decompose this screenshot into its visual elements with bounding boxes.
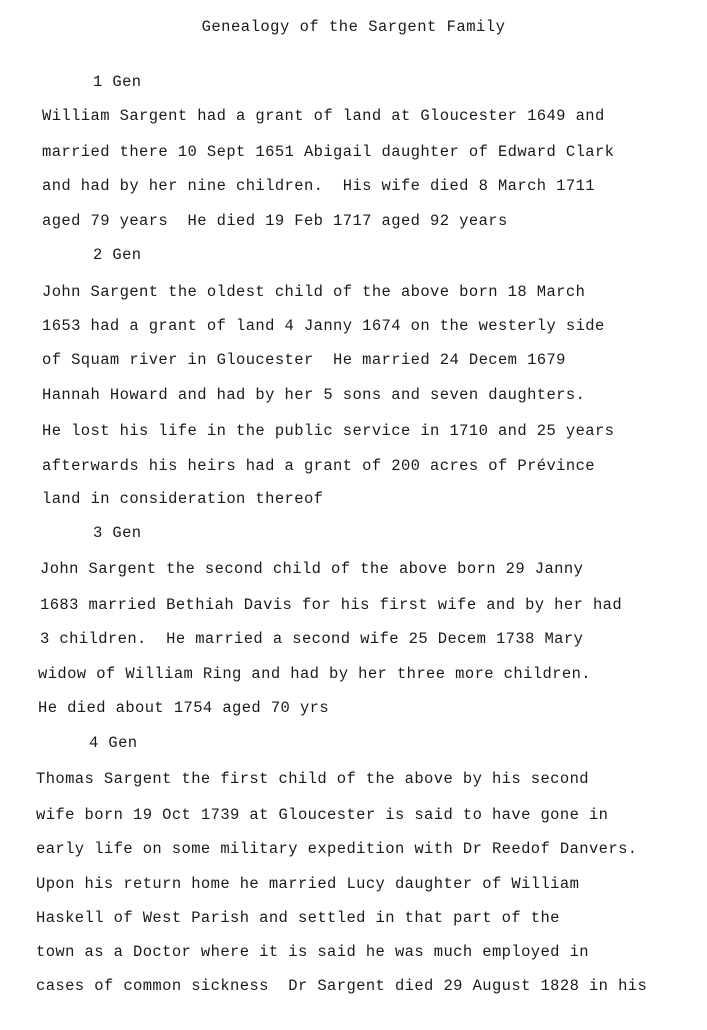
text-line: married there 10 Sept 1651 Abigail daughter of Edward Clark <box>42 143 615 161</box>
text-line: land in consideration thereof <box>42 490 324 508</box>
generation-heading: 4 Gen <box>89 734 138 752</box>
generation-heading: 2 Gen <box>93 246 142 264</box>
text-line: 1683 married Bethiah Davis for his first wife and by her had <box>40 596 623 614</box>
text-line: Hannah Howard and had by her 5 sons and seven daughters. <box>42 386 586 404</box>
text-line: John Sargent the oldest child of the above born 18 March <box>42 283 586 301</box>
generation-heading: 3 Gen <box>93 524 142 542</box>
text-line: of Squam river in Gloucester He married 24 Decem 1679 <box>42 351 566 369</box>
text-line: Thomas Sargent the first child of the above by his second <box>36 770 589 788</box>
text-line: and had by her nine children. His wife died 8 March 1711 <box>42 177 595 195</box>
text-line: aged 79 years He died 19 Feb 1717 aged 92 years <box>42 212 508 230</box>
page-title: Genealogy of the Sargent Family <box>201 18 506 36</box>
text-line: early life on some military expedition with Dr Reedof Danvers. <box>36 840 638 858</box>
text-line: William Sargent had a grant of land at Gloucester 1649 and <box>42 107 605 125</box>
text-line: John Sargent the second child of the above born 29 Janny <box>40 560 584 578</box>
text-line: 1653 had a grant of land 4 Janny 1674 on the westerly side <box>42 317 605 335</box>
generation-heading: 1 Gen <box>93 73 142 91</box>
text-line: Haskell of West Parish and settled in that part of the <box>36 909 560 927</box>
text-line: He died about 1754 aged 70 yrs <box>38 699 330 717</box>
text-line: afterwards his heirs had a grant of 200 acres of Prévince <box>42 457 595 475</box>
text-line: He lost his life in the public service in 1710 and 25 years <box>42 422 615 440</box>
text-line: wife born 19 Oct 1739 at Gloucester is said to have gone in <box>36 806 609 824</box>
text-line: widow of William Ring and had by her three more children. <box>38 665 591 683</box>
text-line: cases of common sickness Dr Sargent died 29 August 1828 in his <box>36 977 648 995</box>
text-line: 3 children. He married a second wife 25 Decem 1738 Mary <box>40 630 584 648</box>
text-line: town as a Doctor where it is said he was much employed in <box>36 943 589 961</box>
text-line: Upon his return home he married Lucy daughter of William <box>36 875 580 893</box>
